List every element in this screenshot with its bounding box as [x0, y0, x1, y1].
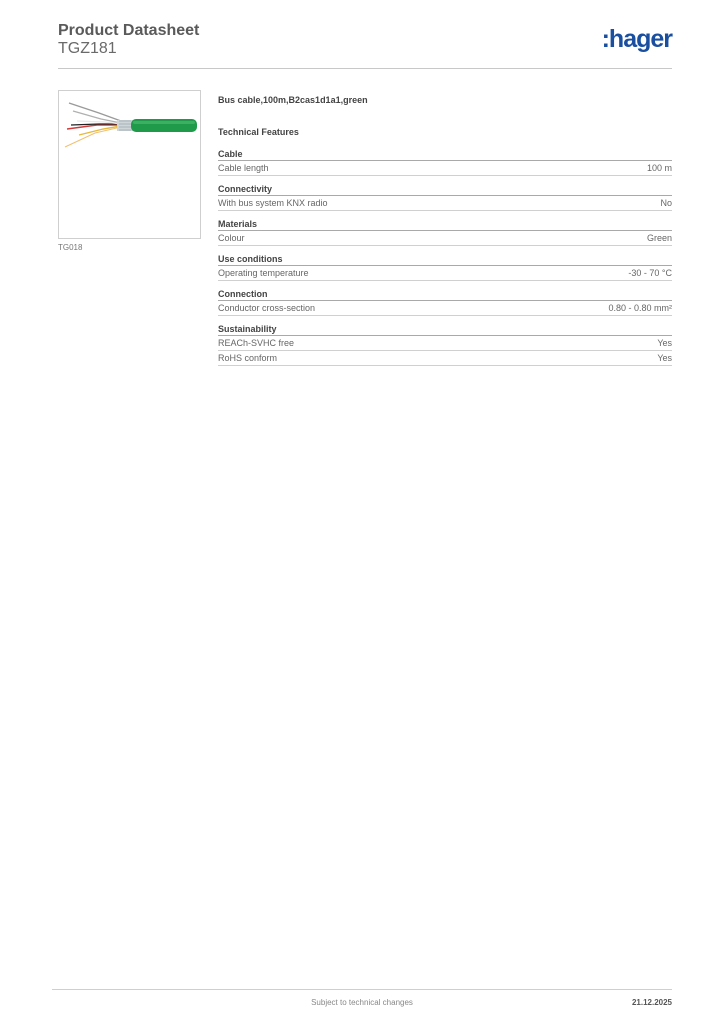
product-code: TGZ181: [58, 40, 117, 57]
spec-value: No: [660, 198, 672, 208]
spec-row: [218, 196, 672, 211]
spec-row: [218, 266, 672, 281]
specifications: [218, 95, 672, 366]
footer-note: Subject to technical changes: [311, 998, 413, 1007]
page-header: [58, 22, 672, 69]
spec-label: REACh-SVHC free: [218, 338, 295, 348]
section-title: Connectivity: [218, 183, 672, 196]
spec-section-connection: [218, 288, 672, 316]
spec-label: With bus system KNX radio: [218, 198, 328, 208]
spec-label: Cable length: [218, 163, 269, 173]
spec-section-cable: [218, 148, 672, 176]
product-image: [58, 90, 201, 239]
spec-row: [218, 336, 672, 351]
spec-section-use-conditions: [218, 253, 672, 281]
image-caption: TG018: [58, 243, 83, 252]
spec-label: RoHS conform: [218, 353, 278, 363]
footer-divider: [52, 989, 672, 990]
spec-row: [218, 161, 672, 176]
spec-label: Colour: [218, 233, 245, 243]
spec-row: [218, 231, 672, 246]
section-title: Materials: [218, 218, 672, 231]
cable-jacket: [131, 119, 197, 132]
spec-value: Green: [646, 233, 672, 243]
footer-date: 21.12.2025: [631, 998, 672, 1007]
document-title: Product Datasheet: [58, 22, 200, 39]
technical-features-heading: Technical Features: [218, 127, 299, 137]
section-title: Use conditions: [218, 253, 672, 266]
section-title: Cable: [218, 148, 672, 161]
spec-section-materials: [218, 218, 672, 246]
spec-label: Operating temperature: [218, 268, 309, 278]
product-name: Bus cable,100m,B2cas1d1a1,green: [218, 95, 368, 105]
bus-cable-image: [59, 91, 200, 238]
spec-value: Yes: [657, 338, 672, 348]
section-title: Sustainability: [218, 323, 672, 336]
brand-logo: :hager: [601, 25, 672, 53]
spec-section-sustainability: [218, 323, 672, 366]
spec-row: [218, 301, 672, 316]
spec-row: [218, 351, 672, 366]
spec-value: -30 - 70 °C: [628, 268, 672, 278]
spec-value: Yes: [657, 353, 672, 363]
section-title: Connection: [218, 288, 672, 301]
spec-value: 0.80 - 0.80 mm²: [608, 303, 672, 313]
spec-section-connectivity: [218, 183, 672, 211]
spec-label: Conductor cross-section: [218, 303, 316, 313]
spec-value: 100 m: [646, 163, 672, 173]
header-divider: [58, 68, 672, 69]
